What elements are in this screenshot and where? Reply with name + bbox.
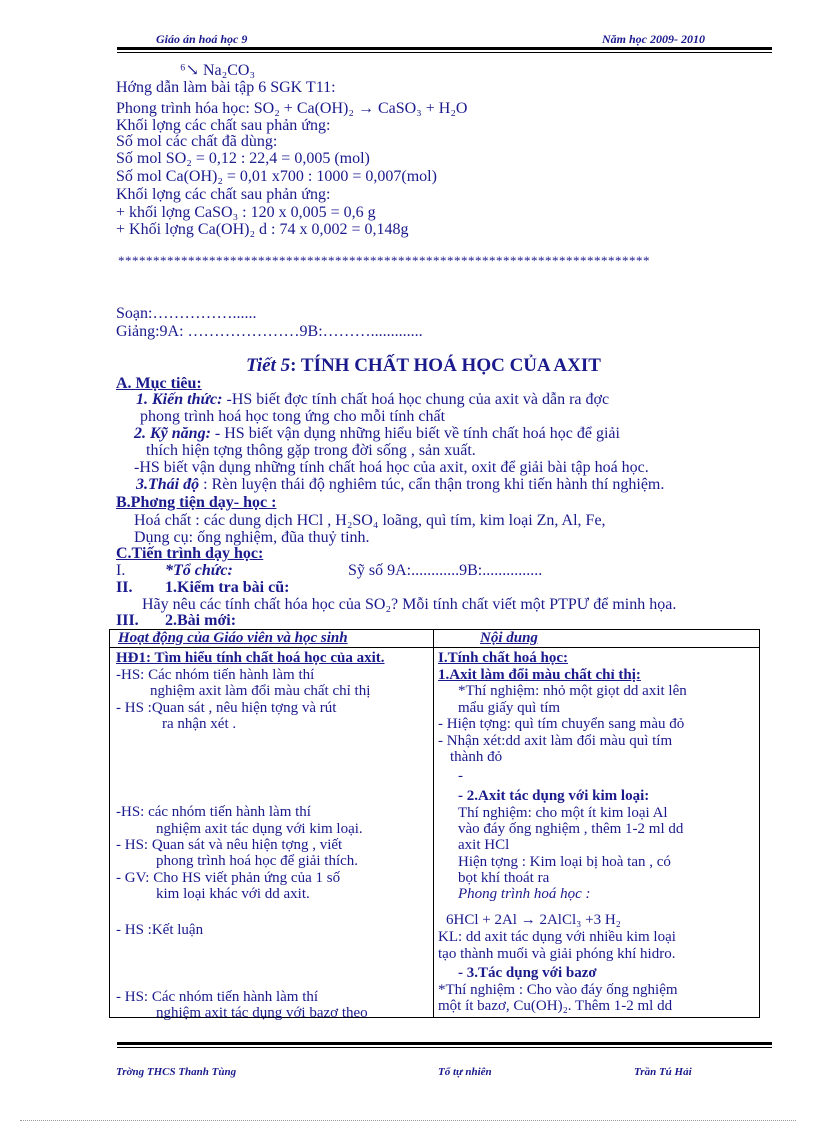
lesson-table: [109, 629, 760, 1021]
table-line: -HS: các nhóm tiến hành làm thí: [116, 804, 311, 820]
lesson-title: [246, 355, 601, 377]
soan-line: Soạn:……………......: [116, 305, 257, 322]
solution-line: + khối lợng CaSO₃ : 120 x 0,005 = 0,6 g: [116, 204, 376, 221]
table-line: *Thí nghiệm : Cho vào đáy ống nghiệm: [438, 982, 678, 998]
table-line: tạo thành muối và giải phóng khí hidro.: [438, 946, 676, 962]
kien-thuc-text: -HS biết đợc tính chất hoá học chung của axit và dẫn ra đợc: [222, 391, 610, 408]
c1-label: *Tổ chức:: [165, 562, 233, 579]
head-right-text: Nội dung: [480, 630, 538, 646]
solution-line: + Khối lợng Ca(OH)₂ d : 74 x 0,002 = 0,148g: [116, 221, 409, 238]
table-line: - 3.Tác dụng với bazơ: [458, 965, 597, 981]
table-line: ra nhận xét .: [162, 716, 237, 732]
solution-line: Số mol Ca(OH)₂ = 0,01 x700 : 1000 = 0,007(mol): [116, 168, 437, 185]
head-left-text: Hoạt động của Giáo viên và học sinh: [118, 630, 348, 646]
c1-num: I.: [116, 562, 126, 579]
table-head-right: [434, 630, 760, 648]
ky-nang-line: [134, 425, 620, 443]
table-col-right: [434, 648, 760, 1018]
section-b-line-2: Dụng cụ: ống nghiệm, đũa thuỷ tinh.: [134, 529, 370, 546]
lesson-title-text: : TÍNH CHẤT HOÁ HỌC CỦA AXIT: [290, 355, 601, 376]
page-bottom-dotted-edge: [20, 1120, 796, 1121]
section-b-heading: B.Phơng tiện dạy- học :: [116, 494, 277, 511]
thai-do-text: : Rèn luyện thái độ nghiêm túc, cẩn thận trong khi tiến hành thí nghiệm.: [199, 476, 665, 493]
kien-thuc-line: [136, 391, 609, 409]
table-line: - Hiện tợng: quì tím chuyển sang màu đỏ: [438, 716, 685, 732]
table-line: mẩu giấy quì tím: [458, 700, 561, 716]
ky-nang-line-3: -HS biết vận dụng những tính chất hoá học của axit, oxit để giải bài tập hoá học.: [134, 459, 649, 476]
table-line: HĐ1: Tìm hiểu tính chất hoá học của axit.: [116, 650, 385, 666]
footer-rule-thick: [117, 1042, 772, 1045]
c2-label: 1.Kiểm tra bài cũ:: [165, 579, 290, 596]
ky-nang-line-2: thích hiện tợng thông gặp trong đời sống , sản xuất.: [146, 442, 476, 459]
solution-line: Hớng dẫn làm bài tập 6 SGK T11:: [116, 79, 336, 96]
thai-do-label: 3.Thái độ: [136, 476, 200, 493]
section-b-line-1: Hoá chất : các dung dịch HCl , H₂SO₄ loãng, quì tím, kim loại Zn, Al, Fe,: [134, 512, 606, 529]
solution-line: Khối lợng các chất sau phản ứng:: [116, 186, 331, 203]
ky-nang-label: 2. Kỹ năng:: [134, 425, 211, 442]
footer-left: Trờng THCS Thanh Tùng: [116, 1066, 237, 1078]
table-line: - HS :Kết luận: [116, 922, 204, 938]
table-line: thành đỏ: [450, 749, 503, 765]
thai-do-line: [136, 476, 664, 494]
table-line: I.Tính chất hoá học:: [438, 650, 569, 666]
table-line: nghiệm axit tác dụng với bazơ theo: [156, 1005, 368, 1021]
table-line: nghiệm axit tác dụng với kim loại.: [156, 821, 363, 837]
kien-thuc-label: 1. Kiến thức:: [136, 391, 223, 408]
table-line: - HS: Quan sát và nêu hiện tợng , viết: [116, 837, 343, 853]
c2-num: II.: [116, 579, 133, 596]
footer-rule-thin: [117, 1047, 772, 1048]
ky-nang-text: - HS biết vận dụng những hiểu biết về tính chất hoá học để giải: [210, 425, 620, 442]
table-line: Hiện tợng : Kim loại bị hoà tan , có: [458, 854, 671, 870]
table-line: KL: dd axit tác dụng với nhiều kim loại: [438, 929, 676, 945]
separator-stars: ****************************************************************************: [118, 253, 650, 268]
table-line: nghiệm axit làm đổi màu chất chỉ thị: [150, 683, 371, 699]
table-line: axit HCl: [458, 837, 510, 853]
table-col-left: [110, 648, 434, 1021]
solution-line: Số mol các chất đã dùng:: [116, 133, 278, 150]
table-line: *Thí nghiệm: nhỏ một giọt dd axit lên: [458, 683, 687, 699]
footer-right: Trần Tú Hải: [634, 1066, 692, 1078]
table-line: 6HCl + 2Al → 2AlCl₃ +3 H₂: [446, 912, 621, 928]
c3-num: III.: [116, 612, 139, 629]
table-line: bọt khí thoát ra: [458, 870, 550, 886]
table-line: - 2.Axit tác dụng với kim loại:: [458, 788, 650, 804]
table-line: - HS: Các nhóm tiến hành làm thí: [116, 989, 319, 1005]
solution-line: Số mol SO₂ = 0,12 : 22,4 = 0,005 (mol): [116, 150, 370, 167]
header-left: Giáo án hoá học 9: [156, 32, 248, 46]
solution-line: Khối lợng các chất sau phản ứng:: [116, 117, 331, 134]
c2-text: Hãy nêu các tính chất hóa học của SO₂? Mỗi tính chất viết một PTPƯ để minh họa.: [142, 596, 677, 613]
header-right: Năm học 2009- 2010: [602, 32, 705, 46]
table-line: phong trình hoá học để giải thích.: [156, 853, 359, 869]
table-head-left: [110, 630, 434, 648]
table-line: - GV: Cho HS viết phản ứng của 1 số: [116, 870, 341, 886]
kien-thuc-line-2: phong trình hoá học tong ứng cho mỗi tính chất: [140, 408, 446, 425]
header-rule-thin: [117, 52, 772, 53]
c1-text: Sỹ số 9A:............9B:...............: [348, 562, 543, 579]
section-c-heading: C.Tiến trình dạy học:: [116, 545, 264, 562]
lesson-title-prefix: Tiết 5: [246, 355, 291, 376]
footer-center: Tổ tự nhiên: [438, 1066, 492, 1078]
table-line: Phong trình hoá học :: [458, 886, 591, 902]
giang-line: Giảng:9A: …………………9B:……….............: [116, 323, 423, 340]
table-line: - HS :Quan sát , nêu hiện tợng và rút: [116, 700, 337, 716]
header-rule-thick: [117, 47, 772, 50]
table-line: 1.Axit làm đổi màu chất chỉ thị:: [438, 667, 641, 683]
c3-label: 2.Bài mới:: [165, 612, 237, 629]
solution-line: ⁶↘ Na₂CO₃: [180, 62, 256, 79]
table-line: Thí nghiệm: cho một ít kim loại Al: [458, 805, 668, 821]
table-line: kim loại khác với dd axit.: [156, 886, 310, 902]
table-line: vào đáy ống nghiệm , thêm 1-2 ml dd: [458, 821, 684, 837]
section-a-heading: A. Mục tiêu:: [116, 375, 202, 392]
table-line: - Nhận xét:dd axit làm đổi màu quì tím: [438, 733, 673, 749]
table-line: -: [458, 768, 463, 784]
solution-line: Phong trình hóa học: SO₂ + Ca(OH)₂ → CaSO₃ + H₂O: [116, 100, 468, 117]
table-line: một ít bazơ, Cu(OH)₂. Thêm 1-2 ml dd: [438, 998, 673, 1014]
table-line: -HS: Các nhóm tiến hành làm thí: [116, 667, 315, 683]
